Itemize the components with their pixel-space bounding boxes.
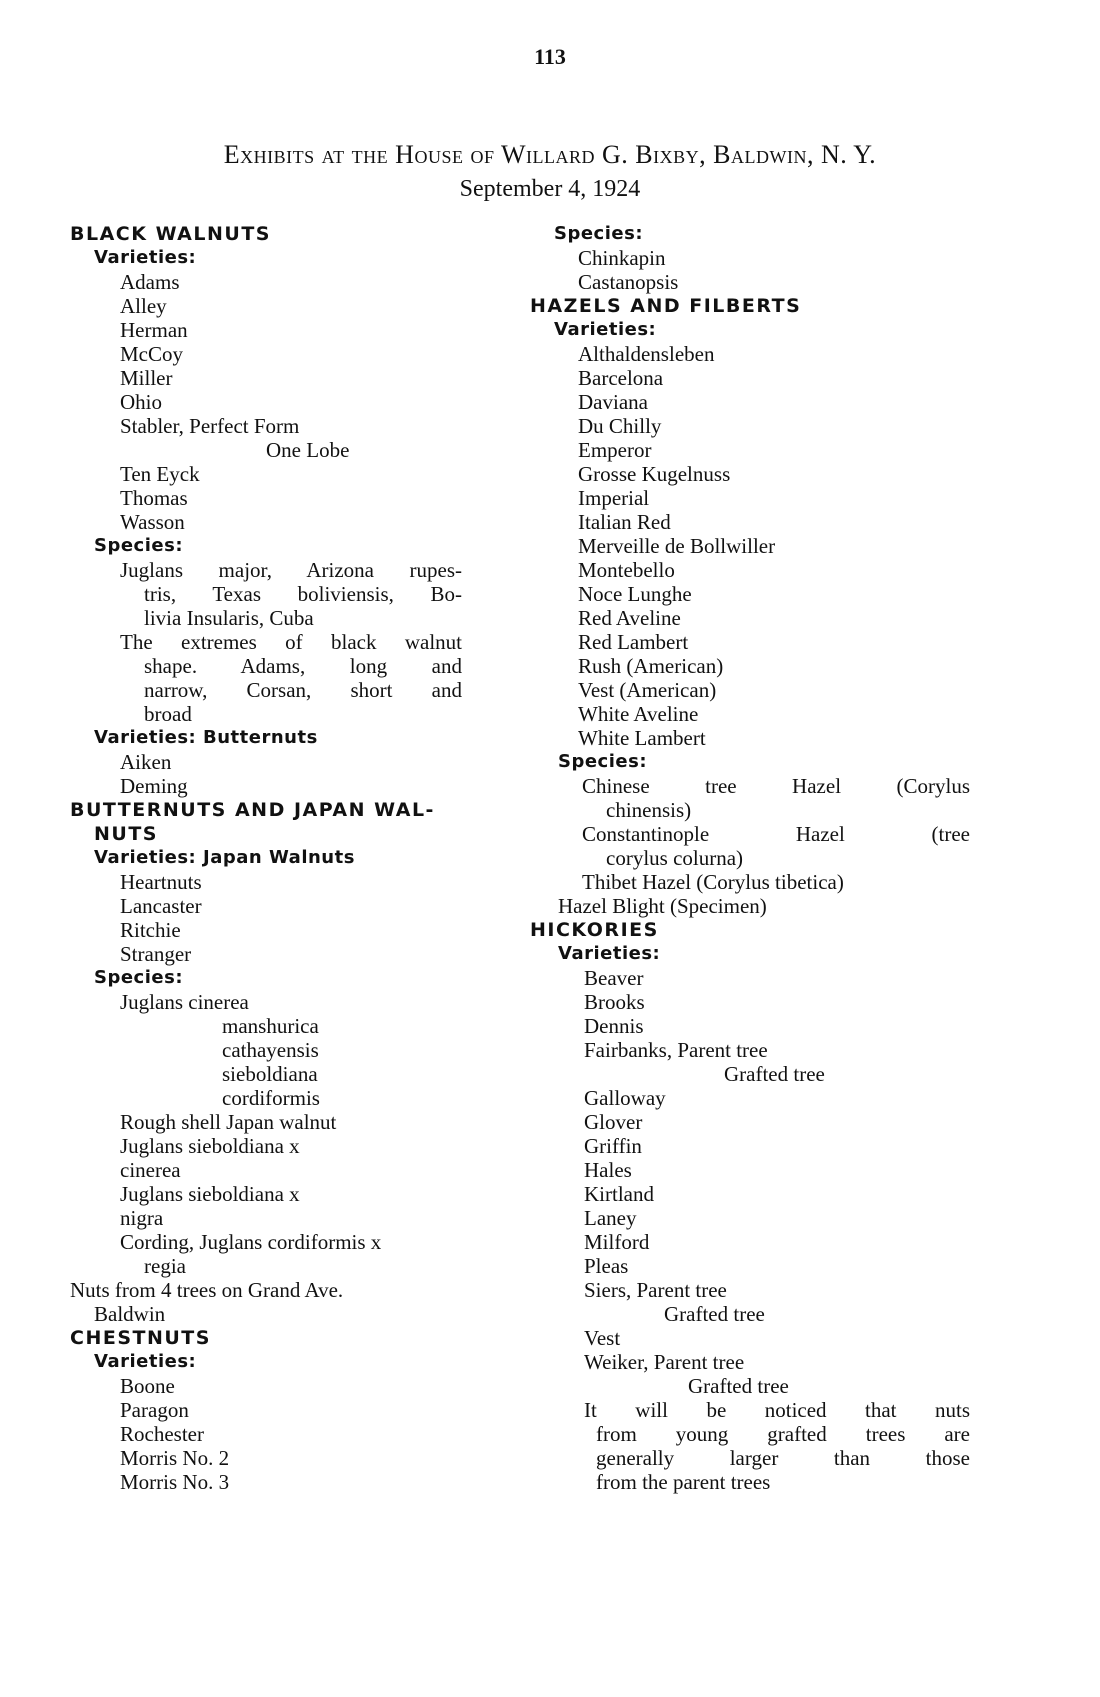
entry-line: Paragon	[120, 1398, 189, 1422]
entry-line: manshurica	[222, 1014, 319, 1038]
section-heading: HICKORIES	[530, 919, 659, 941]
entry-line: Chinkapin	[578, 246, 666, 270]
section-heading: NUTS	[94, 823, 158, 845]
entry-line: Alley	[120, 294, 167, 318]
entry-line: Rush (American)	[578, 654, 724, 678]
entry-line: Deming	[120, 774, 188, 798]
entry-line: Du Chilly	[578, 414, 662, 438]
entry-line: Juglans cinerea	[120, 990, 249, 1014]
entry-line: Vest (American)	[578, 678, 717, 702]
section-heading: CHESTNUTS	[70, 1327, 211, 1349]
subheading: Varieties:	[558, 943, 661, 964]
entry-line: Pleas	[584, 1254, 629, 1278]
entry-line: Stabler, Perfect Form	[120, 414, 300, 438]
entry-line: Morris No. 2	[120, 1446, 230, 1470]
entry-line: Boone	[120, 1374, 175, 1398]
entry-line: Barcelona	[578, 366, 664, 390]
entry-line: cordiformis	[222, 1086, 320, 1110]
page-number: 113	[534, 44, 566, 69]
page-title: Exhibits at the House of Willard G. Bixby, Baldwin, N. Y.	[223, 140, 877, 169]
entry-line: cinerea	[120, 1158, 181, 1182]
page-date: September 4, 1924	[459, 176, 641, 202]
entry-line: Aiken	[120, 750, 172, 774]
section-heading: BLACK WALNUTS	[70, 223, 271, 245]
entry-line: Constantinople Hazel (tree	[582, 822, 970, 846]
subheading: Species:	[554, 223, 644, 244]
entry-line: Montebello	[578, 558, 675, 582]
entry-line: Grafted tree	[724, 1062, 825, 1086]
entry-line: It will be noticed that nuts	[584, 1398, 970, 1422]
entry-line: McCoy	[120, 342, 183, 366]
entry-line: Red Lambert	[578, 630, 689, 654]
entry-line: Ohio	[120, 390, 162, 414]
entry-line: The extremes of black walnut	[120, 630, 462, 654]
subheading: Varieties: Japan Walnuts	[94, 847, 355, 868]
entry-line: cathayensis	[222, 1038, 319, 1062]
entry-line: One Lobe	[266, 438, 350, 462]
entry-line: Laney	[584, 1206, 637, 1230]
entry-line: Chinese tree Hazel (Corylus	[582, 774, 970, 798]
entry-line: Nuts from 4 trees on Grand Ave.	[70, 1278, 344, 1302]
entry-line: from the parent trees	[596, 1470, 771, 1494]
entry-line: Wasson	[120, 510, 185, 534]
right-column	[530, 222, 970, 1494]
entry-line: livia Insularis, Cuba	[144, 606, 314, 630]
entry-line: Ten Eyck	[120, 462, 200, 486]
entry-line: Glover	[584, 1110, 643, 1134]
entry-line: Thibet Hazel (Corylus tibetica)	[582, 870, 844, 894]
entry-line: Morris No. 3	[120, 1470, 230, 1494]
entry-line: Juglans sieboldiana x	[120, 1134, 300, 1158]
section-heading: BUTTERNUTS AND JAPAN WAL-	[70, 799, 435, 821]
entry-line: Baldwin	[94, 1302, 166, 1326]
entry-line: Emperor	[578, 438, 652, 462]
subheading: Varieties:	[554, 319, 657, 340]
entry-line: Imperial	[578, 486, 650, 510]
entry-line: Fairbanks, Parent tree	[584, 1038, 768, 1062]
entry-line: Ritchie	[120, 918, 181, 942]
entry-line: Grafted tree	[688, 1374, 789, 1398]
entry-line: Althaldensleben	[578, 342, 715, 366]
entry-line: nigra	[120, 1206, 164, 1230]
entry-line: Rough shell Japan walnut	[120, 1110, 337, 1134]
entry-line: White Lambert	[578, 726, 706, 750]
entry-line: narrow, Corsan, short and	[144, 678, 462, 702]
entry-line: Hales	[584, 1158, 632, 1182]
subheading: Species:	[94, 967, 184, 988]
subheading: Species:	[558, 751, 648, 772]
left-column	[70, 222, 510, 1494]
entry-line: shape. Adams, long and	[144, 654, 462, 678]
entry-line: Siers, Parent tree	[584, 1278, 727, 1302]
entry-line: Merveille de Bollwiller	[578, 534, 776, 558]
entry-line: Juglans major, Arizona rupes-	[120, 558, 462, 582]
entry-line: generally larger than those	[596, 1446, 970, 1470]
entry-line: Italian Red	[578, 510, 671, 534]
subheading: Varieties:	[94, 247, 197, 268]
entry-line: Herman	[120, 318, 188, 342]
subheading: Varieties: Butternuts	[94, 727, 318, 748]
entry-line: Daviana	[578, 390, 648, 414]
entry-line: Noce Lunghe	[578, 582, 692, 606]
section-heading: HAZELS AND FILBERTS	[530, 295, 802, 317]
entry-line: Brooks	[584, 990, 645, 1014]
entry-line: Galloway	[584, 1086, 666, 1110]
entry-line: Thomas	[120, 486, 188, 510]
entry-line: Lancaster	[120, 894, 202, 918]
subheading: Varieties:	[94, 1351, 197, 1372]
entry-line: Dennis	[584, 1014, 644, 1038]
entry-line: Milford	[584, 1230, 650, 1254]
subheading: Species:	[94, 535, 184, 556]
entry-line: sieboldiana	[222, 1062, 318, 1086]
entry-line: Vest	[584, 1326, 621, 1350]
entry-line: Red Aveline	[578, 606, 681, 630]
entry-line: Juglans sieboldiana x	[120, 1182, 300, 1206]
entry-line: Heartnuts	[120, 870, 202, 894]
entry-line: Hazel Blight (Specimen)	[558, 894, 767, 918]
entry-line: Griffin	[584, 1134, 642, 1158]
entry-line: Rochester	[120, 1422, 204, 1446]
entry-line: Adams	[120, 270, 180, 294]
entry-line: Kirtland	[584, 1182, 654, 1206]
entry-line: regia	[144, 1254, 186, 1278]
entry-line: from young grafted trees are	[596, 1422, 970, 1446]
entry-line: Cording, Juglans cordiformis x	[120, 1230, 382, 1254]
entry-line: Grosse Kugelnuss	[578, 462, 731, 486]
entry-line: Beaver	[584, 966, 644, 990]
entry-line: Stranger	[120, 942, 192, 966]
entry-line: broad	[144, 702, 192, 726]
entry-line: tris, Texas boliviensis, Bo-	[144, 582, 462, 606]
entry-line: Weiker, Parent tree	[584, 1350, 745, 1374]
entry-line: Castanopsis	[578, 270, 679, 294]
entry-line: White Aveline	[578, 702, 699, 726]
entry-line: chinensis)	[606, 798, 692, 822]
entry-line: Miller	[120, 366, 173, 390]
entry-line: Grafted tree	[664, 1302, 765, 1326]
entry-line: corylus colurna)	[606, 846, 744, 870]
